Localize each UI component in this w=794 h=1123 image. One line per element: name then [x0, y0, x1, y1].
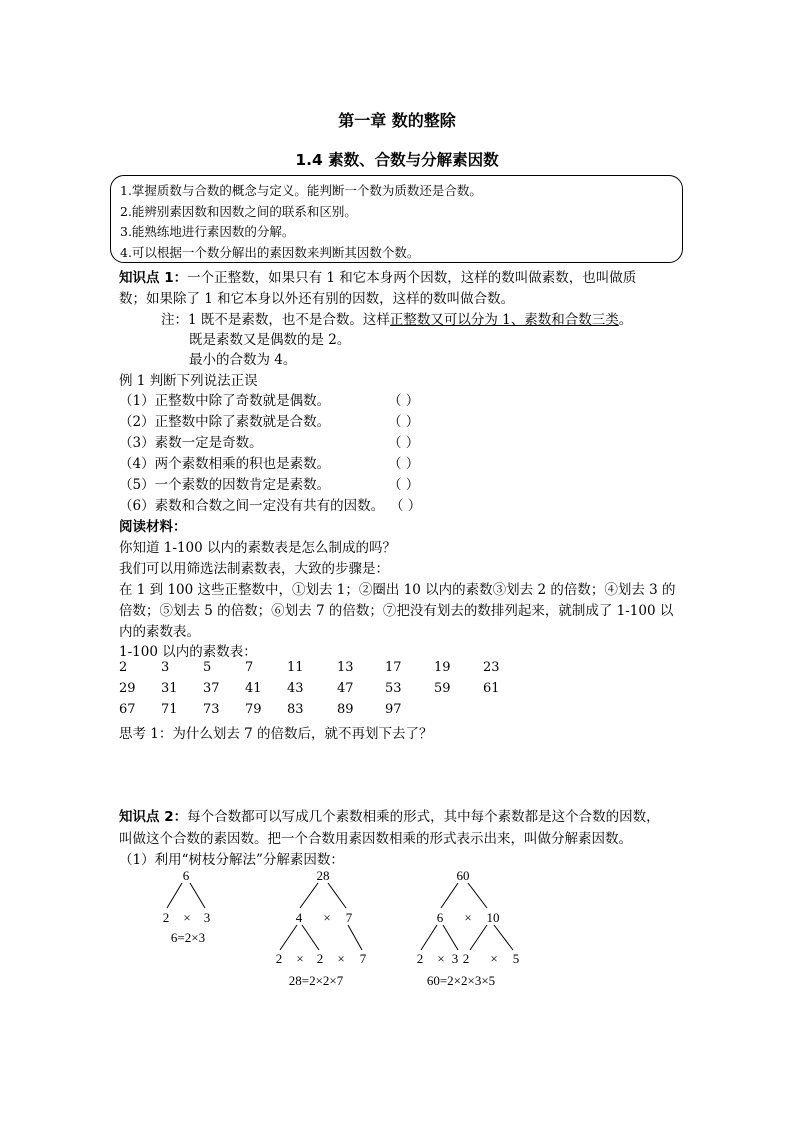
prime-cell: 41 — [245, 681, 262, 696]
prime-cell: 79 — [245, 702, 262, 717]
prime-cell: 43 — [287, 681, 304, 696]
prime-cell: 97 — [385, 702, 402, 717]
prime-cell: 31 — [161, 681, 178, 696]
tree-branches — [167, 883, 513, 950]
reading-question: 你知道 1-100 以内的素数表是怎么制成的吗？ — [119, 540, 396, 556]
tree3-l1: 6 — [436, 910, 444, 925]
kp1-note2: 既是素数又是偶数的是 2。 — [189, 332, 351, 348]
reading-label: 阅读材料： — [119, 519, 187, 535]
tree3-op1: × — [464, 910, 472, 925]
example1-item-1: （1）正整数中除了奇数就是偶数。 — [119, 393, 331, 409]
prime-cell: 2 — [119, 660, 128, 675]
reading-line-2: 在 1 到 100 这些正整数中，①划去 1；②圈出 10 以内的素数③划去 2 的倍数；④划去 3 的 — [119, 582, 676, 598]
objective-2: 2.能辨别素因数和因数之间的联系和区别。 — [120, 204, 357, 219]
section-title: 1.4 素数、合数与分解素因数 — [295, 151, 499, 169]
tree3-b: 3 — [451, 951, 459, 966]
kp1-note-prefix: 注：1 既不是素数，也不是合数。这样 — [161, 312, 390, 328]
prime-cell: 37 — [203, 681, 220, 696]
prime-cell: 47 — [337, 681, 354, 696]
think-question: 思考 1：为什么划去 7 的倍数后，就不再划下去了？ — [119, 726, 433, 742]
kp2-method: （1）利用“树枝分解法”分解素因数： — [119, 852, 344, 868]
answer-paren-1: （ ） — [388, 393, 420, 409]
prime-cell: 3 — [161, 660, 170, 675]
prime-cell: 53 — [385, 681, 402, 696]
example1-item-6: （6）素数和合数之间一定没有共有的因数。 — [119, 498, 385, 514]
example1-item-3: （3）素数一定是奇数。 — [119, 435, 263, 451]
tree2-c: 7 — [359, 951, 367, 966]
prime-cell: 5 — [203, 660, 212, 675]
kp2-text1: 每个合数都可以写成几个素数相乘的形式，其中每个素数都是这个合数的因数， — [187, 809, 660, 825]
prime-table-title: 1-100 以内的素数表： — [119, 644, 257, 660]
tree2-r1: 7 — [345, 910, 353, 925]
objective-4: 4.可以根据一个数分解出的素因数来判断其因数个数。 — [120, 245, 420, 260]
prime-cell: 83 — [287, 702, 304, 717]
tree3-op3: × — [490, 951, 498, 966]
prime-cell: 23 — [483, 660, 500, 675]
objective-1: 1.掌握质数与合数的概念与定义。能判断一个数为质数还是合数。 — [120, 183, 482, 198]
tree3-result: 60=2×2×3×5 — [426, 973, 496, 988]
tree2-op2: × — [296, 951, 304, 966]
objective-3: 3.能熟练地进行素因数的分解。 — [120, 224, 295, 239]
prime-cell: 7 — [245, 660, 254, 675]
tree3-r1: 10 — [486, 910, 500, 925]
kp1-text1: 一个正整数，如果只有 1 和它本身两个因数，这样的数叫做素数，也叫做质 — [187, 270, 637, 286]
answer-paren-6: （ ） — [390, 498, 422, 514]
prime-cell: 89 — [337, 702, 354, 717]
tree3-c: 2 — [462, 951, 470, 966]
tree2-l1: 4 — [295, 910, 303, 925]
prime-cell: 29 — [119, 681, 136, 696]
chapter-title: 第一章 数的整除 — [338, 111, 456, 130]
answer-paren-4: （ ） — [388, 456, 420, 472]
tree2-b: 2 — [316, 951, 324, 966]
kp1-label: 知识点 1： — [119, 270, 188, 286]
prime-cell: 71 — [161, 702, 178, 717]
reading-line-3: 倍数；⑤划去 5 的倍数；⑥划去 7 的倍数；⑦把没有划去的数排列起来，就制成了 1-100 以 — [119, 603, 674, 619]
tree1-right: 3 — [203, 910, 211, 925]
prime-cell: 59 — [434, 681, 451, 696]
tree3-a: 2 — [416, 951, 424, 966]
tree3-op2: × — [437, 951, 445, 966]
tree3-d: 5 — [512, 951, 520, 966]
kp1-note-underlined: 正整数又可以分为 1、素数和合数三类 — [389, 312, 619, 328]
example1-item-4: （4）两个素数相乘的积也是素数。 — [119, 456, 331, 472]
answer-paren-2: （ ） — [388, 414, 420, 430]
kp2-text2: 叫做这个合数的素因数。把一个合数用素因数相乘的形式表示出来，叫做分解素因数。 — [119, 831, 632, 847]
example1-item-2: （2）正整数中除了素数就是合数。 — [119, 414, 331, 430]
prime-cell: 17 — [385, 660, 402, 675]
reading-line-4: 内的素数表。 — [119, 624, 200, 640]
tree1-left: 2 — [162, 910, 170, 925]
tree2-a: 2 — [275, 951, 283, 966]
prime-cell: 19 — [434, 660, 451, 675]
prime-cell: 67 — [119, 702, 136, 717]
example1-title: 例 1 判断下列说法正误 — [119, 373, 258, 389]
tree2-root: 28 — [316, 868, 330, 883]
tree1-root: 6 — [182, 868, 190, 883]
tree-labels — [163, 868, 520, 988]
prime-cell: 13 — [337, 660, 354, 675]
tree2-op1: × — [323, 910, 331, 925]
tree1-result: 6=2×3 — [170, 930, 206, 945]
tree3-root: 60 — [456, 868, 470, 883]
answer-paren-3: （ ） — [388, 435, 420, 451]
reading-line-1: 我们可以用筛选法制素数表，大致的步骤是： — [119, 561, 389, 577]
tree1-op: × — [183, 910, 191, 925]
prime-cell: 11 — [287, 660, 304, 675]
kp2-label: 知识点 2： — [119, 809, 188, 825]
prime-cell: 73 — [203, 702, 220, 717]
prime-cell: 61 — [483, 681, 500, 696]
kp1-note-suffix: 。 — [618, 312, 633, 328]
kp1-note3: 最小的合数为 4。 — [189, 352, 297, 368]
tree2-result: 28=2×2×7 — [288, 973, 344, 988]
kp1-text2: 数；如果除了 1 和它本身以外还有别的因数，这样的数叫做合数。 — [119, 291, 515, 307]
answer-paren-5: （ ） — [388, 477, 420, 493]
example1-item-5: （5）一个素数的因数肯定是素数。 — [119, 477, 331, 493]
tree2-op3: × — [337, 951, 345, 966]
